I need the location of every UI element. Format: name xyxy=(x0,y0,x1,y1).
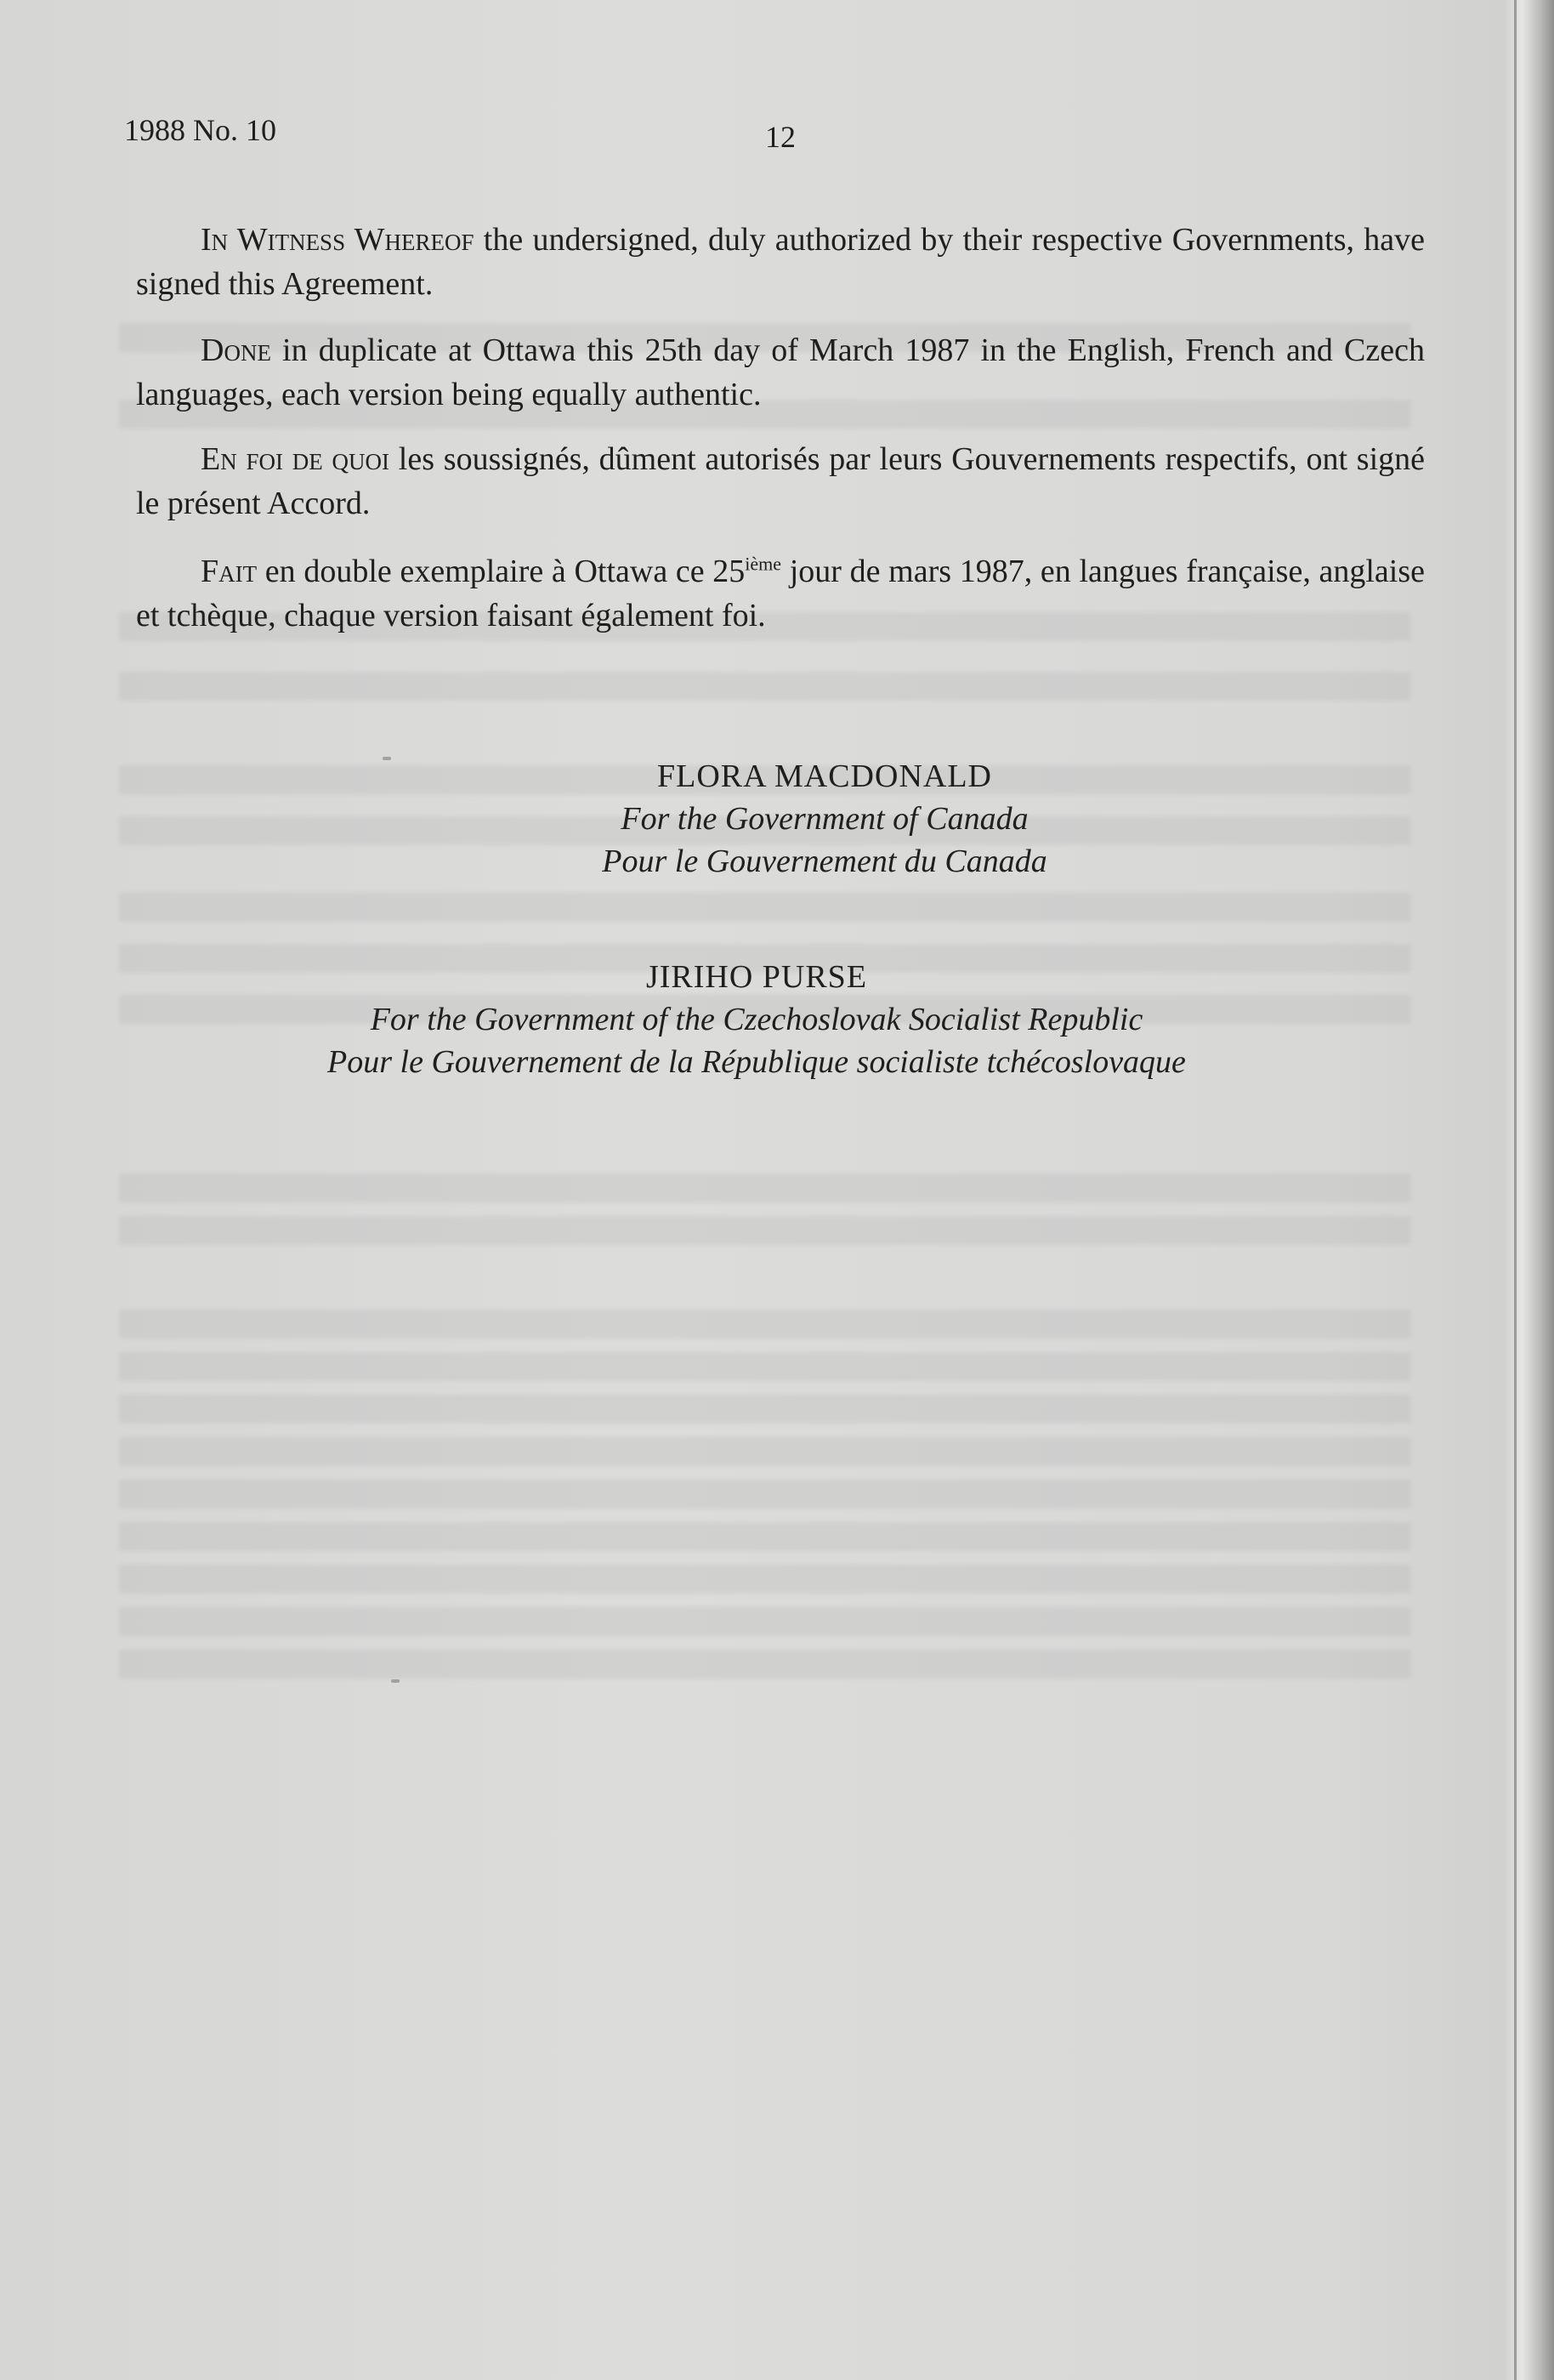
bleed-through-texture xyxy=(119,1309,1411,1338)
signatory-role-english: For the Government of Canada xyxy=(621,801,1029,837)
signatory-role-french: Pour le Gouvernement du Canada xyxy=(602,844,1047,879)
paragraph-text: les soussignés, dûment autorisés par leurs Gouvernements respectifs, ont signé le présent Accord. xyxy=(136,441,1425,521)
paragraph-text: in duplicate at Ottawa this 25th day of March 1987 in the English, French and Czech languages, each version being equally authentic. xyxy=(136,332,1425,412)
page-number: 12 xyxy=(765,120,796,154)
bleed-through-texture xyxy=(119,1394,1411,1423)
paragraph-text: en double exemplaire à Ottawa ce 25 xyxy=(257,554,746,589)
paragraph-fait xyxy=(136,549,1425,638)
bleed-through-texture xyxy=(119,1650,1411,1678)
bleed-through-texture xyxy=(119,672,1411,701)
bleed-through-texture xyxy=(119,893,1411,922)
bleed-through-texture xyxy=(119,1565,1411,1593)
paragraph-text: the undersigned, duly authorized by their respective Governments, have signed this Agreement. xyxy=(136,222,1425,302)
paragraph-lead: En foi de quoi xyxy=(201,441,390,477)
paragraph-lead: In Witness Whereof xyxy=(201,222,474,258)
paragraph-done xyxy=(136,328,1425,417)
signature-block-canada xyxy=(544,755,1105,883)
signatory-role-english: For the Government of the Czechoslovak Socialist Republic xyxy=(370,1002,1143,1037)
superscript-ieme: ième xyxy=(745,553,782,575)
bleed-through-texture xyxy=(119,1173,1411,1202)
bleed-through-texture xyxy=(119,1522,1411,1551)
bleed-through-texture xyxy=(119,1216,1411,1245)
paragraph-lead: Done xyxy=(201,332,271,368)
signatory-name: FLORA MACDONALD xyxy=(657,758,992,794)
signature-block-czechoslovakia xyxy=(221,956,1292,1083)
paragraph-in-witness xyxy=(136,218,1425,306)
bleed-through-texture xyxy=(119,1607,1411,1636)
bleed-through-texture xyxy=(119,1352,1411,1381)
page-binding-edge xyxy=(1505,0,1554,2380)
page-binding-line xyxy=(1514,0,1517,2380)
bleed-through-texture xyxy=(119,1480,1411,1508)
bleed-through-texture xyxy=(119,1437,1411,1466)
paragraph-text: jour de mars 1987, en langues française, anglaise et tchèque, chaque version faisant également foi. xyxy=(136,554,1425,633)
year-and-number: 1988 No. 10 xyxy=(124,113,276,147)
signatory-role-french: Pour le Gouvernement de la République socialiste tchécoslovaque xyxy=(327,1044,1186,1080)
paragraph-lead: Fait xyxy=(201,554,258,589)
paper-speck xyxy=(391,1679,400,1683)
paragraph-en-foi xyxy=(136,437,1425,525)
paper-speck xyxy=(383,757,391,760)
signatory-name: JIRIHO PURSE xyxy=(645,959,868,995)
